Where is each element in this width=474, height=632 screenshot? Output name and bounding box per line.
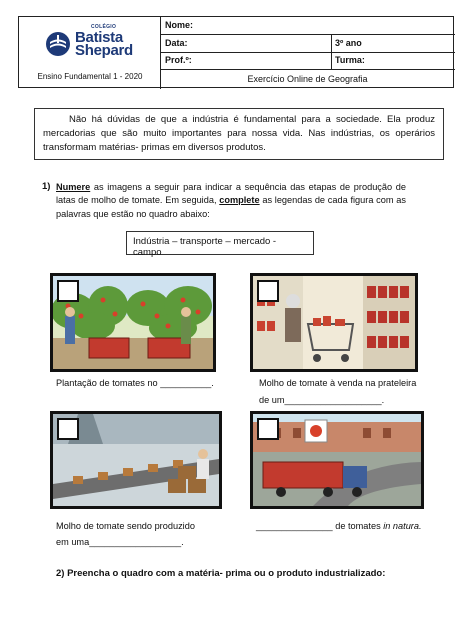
header-col-line	[331, 34, 332, 69]
image-factory	[50, 411, 222, 509]
question1-text-part1: as imagens a seguir para indicar a sequência das etapas de produção de latas de molho de tomate. Em seguida,	[56, 182, 406, 206]
header-row-line	[160, 34, 455, 35]
caption-supermarket-line2: de um___________________.	[259, 395, 385, 405]
number-box[interactable]	[57, 280, 79, 302]
caption-factory-line2: em uma__________________.	[56, 537, 184, 547]
school-logo	[45, 23, 155, 63]
class-field-label: Turma:	[335, 55, 365, 65]
logo-line2: Shepard	[75, 42, 133, 59]
name-field-label: Nome:	[165, 20, 194, 30]
grade-label: 3º ano	[335, 38, 362, 48]
word-bank-text: Indústria – transporte – mercado - campo	[133, 236, 277, 258]
logo-small-text: COLÉGIO	[91, 24, 117, 30]
exercise-title: Exercício Online de Geografia	[247, 74, 368, 84]
question1-bold-complete: complete	[219, 195, 260, 206]
caption-transport-blank: _______________	[256, 521, 333, 531]
caption-factory-line1: Molho de tomate sendo produzido	[56, 521, 195, 531]
school-subtitle: Ensino Fundamental 1 - 2020	[37, 72, 143, 81]
caption-transport-italic: in natura.	[383, 521, 422, 531]
caption-transport	[256, 518, 422, 534]
word-bank-box	[126, 231, 314, 258]
header-table	[18, 16, 454, 88]
caption-supermarket-line1: Molho de tomate à venda na prateleira	[259, 378, 417, 388]
header-row-line	[160, 69, 455, 70]
number-box[interactable]	[257, 280, 279, 302]
image-supermarket	[250, 273, 418, 372]
question1-bold-numere: Numere	[56, 182, 91, 192]
question2-text: 2) Preencha o quadro com a matéria- prima ou o produto industrializado:	[56, 568, 386, 579]
logo-emblem-icon	[45, 31, 71, 57]
header-row-line	[160, 52, 455, 53]
number-box[interactable]	[57, 418, 79, 440]
logo-line1: Batista	[75, 29, 123, 46]
question1-text-part2: as legendas de cada figura com as palavras que estão no quadro abaixo:	[56, 195, 406, 219]
intro-text-box	[34, 108, 444, 160]
image-tomato-farm	[50, 273, 216, 372]
intro-text: Não há dúvidas de que a indústria é fundamental para a sociedade. Ela produz mercadorias que são muito importantes para nossa vida. Nas indústrias, os operários transformam matérias- primas em diversos produtos.	[43, 114, 435, 153]
number-box[interactable]	[257, 418, 279, 440]
question1-number: 1)	[42, 181, 51, 192]
question1-text	[56, 181, 406, 221]
image-truck-transport	[250, 411, 424, 509]
caption-transport-text: de tomates	[332, 521, 384, 531]
caption-farm: Plantação de tomates no __________.	[56, 378, 214, 388]
date-field-label: Data:	[165, 38, 188, 48]
teacher-field-label: Prof.º:	[165, 55, 192, 65]
